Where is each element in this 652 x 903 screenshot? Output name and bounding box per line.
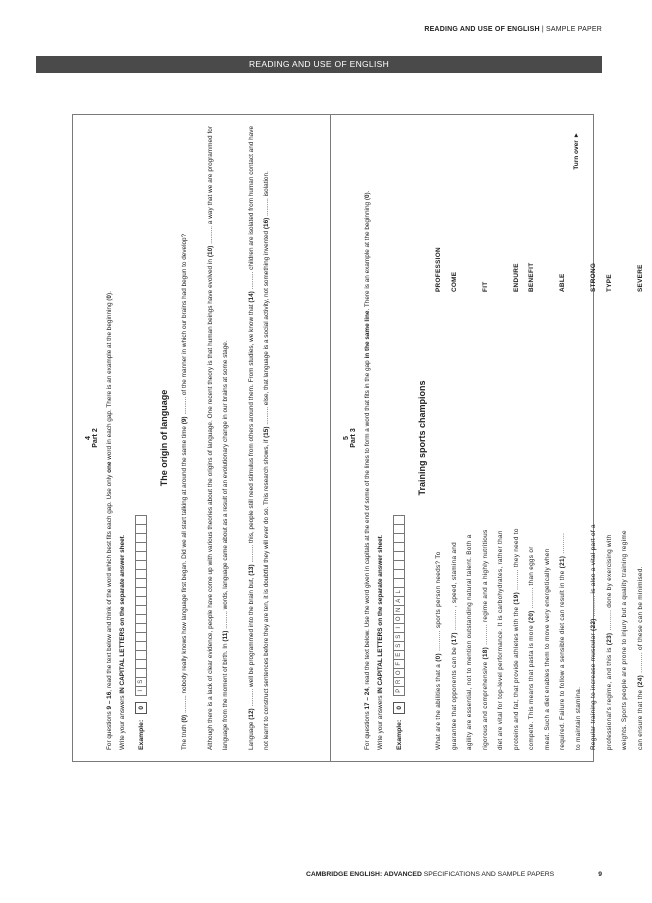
section-banner: READING AND USE OF ENGLISH	[36, 56, 602, 73]
keyword	[621, 132, 637, 292]
part2-rotated-content	[83, 126, 325, 750]
right-example-cell	[393, 524, 405, 533]
right-example-cell	[393, 515, 405, 524]
footer-page-number: 9	[598, 871, 602, 878]
right-example-cell: S	[393, 641, 405, 650]
keyword: SEVERE	[636, 264, 644, 292]
right-example-cell	[393, 578, 405, 587]
left-example-cell	[135, 605, 147, 614]
left-example-cell	[135, 542, 147, 551]
text-line: rigorous and comprehensive (18) .......... regime and a highly nutritious	[481, 529, 489, 750]
page-header	[424, 26, 602, 33]
part2-text-title: The origin of language	[159, 389, 169, 487]
left-example-cell	[135, 641, 147, 650]
left-example-cell	[135, 560, 147, 569]
text-line: Regular training to increase muscular (22) .......... is also a vital part of a	[590, 524, 597, 750]
left-example-cell	[135, 515, 147, 524]
right-example-cell	[393, 542, 405, 551]
left-example-cell: I	[135, 686, 147, 696]
right-example-cell: O	[393, 668, 405, 677]
left-example-cell	[135, 551, 147, 560]
part3-answer-instruction: Write your answers IN CAPITAL LETTERS on the separate answer sheet.	[377, 534, 384, 750]
right-example-cell	[393, 551, 405, 560]
right-example-cell: N	[393, 605, 405, 614]
right-example-cell: A	[393, 596, 405, 605]
part2-instructions: For questions 9 – 16, read the text below and think of the word which best fits each gap. Use only one word in each gap. There is an example at the beginning (0).	[106, 291, 113, 750]
right-example-cell: I	[393, 623, 405, 632]
right-example-cell: S	[393, 632, 405, 641]
part3-text-title: Training sports champions	[417, 380, 427, 496]
part2-answer-instruction: Write your answers IN CAPITAL LETTERS on the separate answer sheet.	[119, 534, 126, 750]
left-example-cell	[135, 524, 147, 533]
text-line: can ensure that the (24) .......... of these can be minimised.	[636, 566, 644, 750]
part3-panel	[330, 114, 644, 762]
keyword: ENDURE	[512, 263, 520, 292]
keyword	[497, 132, 513, 292]
part2-paragraph-2: Although there is a lack of clear evidence, people have come up with various theories about the origins of language. One recent theory is that human beings have evolved in (10) .......... a way that we are programmed for language from the moment of birth. In (11) .......... words, language came about as a result of an evolutionary change in our brains at some stage.	[206, 126, 229, 750]
keyword	[544, 132, 560, 292]
right-example-cell: F	[393, 659, 405, 668]
keyword: STRONG	[590, 262, 597, 292]
page-number-left: 4	[85, 436, 92, 440]
left-example-cell	[135, 533, 147, 542]
text-line: guarantee that opponents can be (17) .......... , speed, stamina and	[450, 541, 458, 750]
left-example-cell	[135, 632, 147, 641]
header-separator: |	[539, 26, 547, 33]
part3-instructions: For questions 17 – 24, read the text below. Use the word given in capitals at the end of some of the lines to form a word that fits in the gap in the same line. There is an example at the beginning (0).	[364, 190, 371, 750]
keyword: FIT	[481, 281, 489, 292]
left-example-cell	[135, 596, 147, 605]
part2-paragraph-3: Language (12) .......... well be programmed into the brain but, (13) .......... this, people still need stimulus from others around them. From studies, we know that (14) .......... children are isolated from human contact and have not learnt to construct sentences before they are ten, it is doubtful they will ever do so. This research shows, if (15) .......... else, that language is a social activity, not something invented (16) .......... isolation.	[247, 125, 270, 750]
part3-rotated-content	[341, 126, 644, 750]
header-section-title: READING AND USE OF ENGLISH	[424, 26, 540, 33]
part3-p2-keywords	[590, 132, 652, 292]
example-label: Example:	[137, 719, 145, 750]
left-example-cell: S	[135, 677, 147, 686]
example-number: 0	[135, 702, 147, 714]
text-line: What are the abilities that a (0) .......... sports person needs? To	[435, 551, 442, 750]
keyword: COME	[450, 271, 458, 292]
part2-panel	[72, 114, 336, 762]
footer-doc-title: SPECIFICATIONS AND SAMPLE PAPERS	[421, 871, 555, 878]
left-example-cell	[135, 587, 147, 596]
example-answer-boxes	[135, 515, 147, 696]
part3-example	[393, 126, 405, 750]
keyword	[466, 132, 482, 292]
turn-over-label: Turn over ►	[573, 132, 580, 170]
part3-heading: Part 3	[350, 428, 357, 448]
left-example-cell	[135, 650, 147, 659]
text-line: required. Failure to follow a sensible diet can result in the (21) ..........	[559, 532, 566, 750]
text-line: agility are essential, not to mention outstanding natural talent. Both a	[466, 534, 473, 750]
keyword: PROFESSION	[435, 247, 442, 292]
left-example-cell	[135, 623, 147, 632]
left-example-cell	[135, 614, 147, 623]
part3-p1-lines	[435, 310, 590, 750]
right-example-cell: R	[393, 677, 405, 686]
part2-heading: Part 2	[92, 428, 99, 448]
text-line: diet are vital for top-level performance. It is carbohydrates, rather than	[497, 530, 504, 750]
example-label: Example:	[395, 719, 403, 750]
right-example-cell: O	[393, 614, 405, 623]
right-example-cell: E	[393, 650, 405, 659]
example-number: 0	[393, 702, 405, 714]
footer-exam-name: CAMBRIDGE ENGLISH: ADVANCED	[305, 871, 422, 878]
text-line: to maintain stamina.	[574, 686, 582, 750]
part3-p2-lines	[590, 310, 652, 750]
keyword: ABLE	[559, 273, 566, 292]
part2-example	[135, 126, 147, 750]
right-example-cell	[393, 569, 405, 578]
left-example-cell	[135, 578, 147, 587]
keyword: TYPE	[605, 274, 613, 292]
text-line: proteins and fat, that provide athletes with the (19) .......... they need to	[512, 528, 520, 750]
right-example-cell: L	[393, 587, 405, 596]
page-number-right: 5	[343, 436, 350, 440]
text-line: professional's regime, and this is (23) .......... done by exercising with	[605, 534, 613, 750]
text-line: weights. Sports people are prone to injury but a quality training regime	[621, 530, 628, 750]
page-footer	[306, 871, 602, 878]
part2-paragraph-1: The truth (0) .......... nobody really knows how language first began. Did we all start talking at around the same time (9) .......... of the manner in which our brains had begun to develop?	[181, 233, 188, 750]
left-example-cell	[135, 659, 147, 668]
left-example-cell	[135, 569, 147, 578]
right-example-cell	[393, 560, 405, 569]
left-example-cell	[135, 668, 147, 677]
text-line: meat. Such a diet enables them to move very energetically when	[543, 548, 551, 750]
example-answer-boxes	[393, 515, 405, 696]
right-example-cell: P	[393, 686, 405, 696]
text-line: compete. This means that pasta is more (20) .......... than eggs or	[528, 546, 535, 750]
right-example-cell	[393, 533, 405, 542]
header-paper-label: SAMPLE PAPER	[546, 26, 602, 33]
keyword: BENEFIT	[528, 262, 535, 292]
part3-p1-keywords	[435, 132, 590, 292]
